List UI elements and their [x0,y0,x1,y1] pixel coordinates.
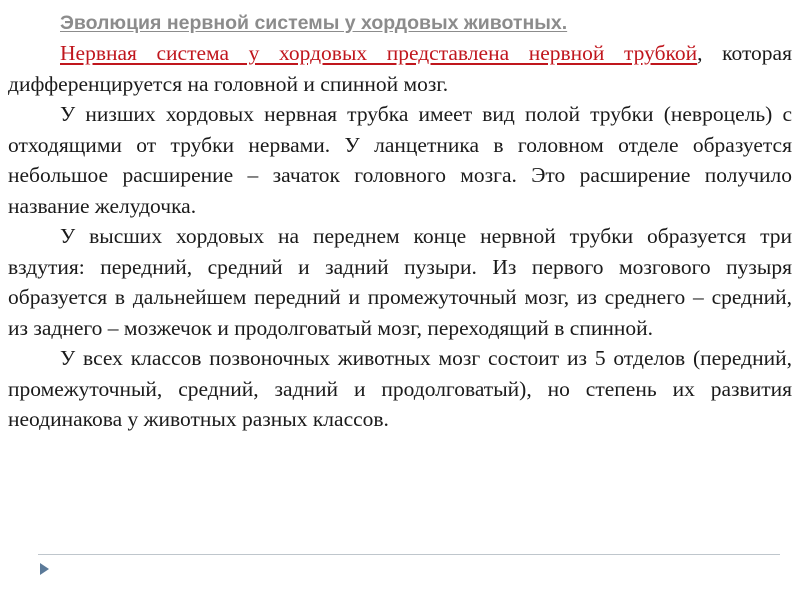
highlighted-phrase: Нервная система у хордовых представлена нервной трубкой [60,41,698,65]
slide-title: Эволюция нервной системы у хордовых животных. [60,12,568,34]
triangle-right-icon[interactable] [40,563,49,575]
paragraph-2: У низших хордовых нервная трубка имеет вид полой трубки (невроцель) с отходящими от трубки нервами. У ланцетника в головном отделе образуется небольшое расширение – зачаток головного мозга. Это расширение получило название желудочка. [8,102,792,218]
footer-divider [38,554,780,555]
slide-content [8,8,792,435]
paragraph-1 [8,38,792,99]
paragraph-1-rest: , которая дифференцируется на головной и спинной мозг. [8,41,792,96]
paragraph-4: У всех классов позвоночных животных мозг состоит из 5 отделов (передний, промежуточный, средний, задний и продолговатый), но степень их развития неодинакова у животных разных классов. [8,346,792,431]
paragraph-3: У высших хордовых на переднем конце нервной трубки образуется три вздутия: передний, средний и задний пузыри. Из первого мозгового пузыря образуется в дальнейшем передний и промежуточный мозг, из среднего – средний, из заднего – мозжечок и продолговатый мозг, переходящий в спинной. [8,224,792,340]
